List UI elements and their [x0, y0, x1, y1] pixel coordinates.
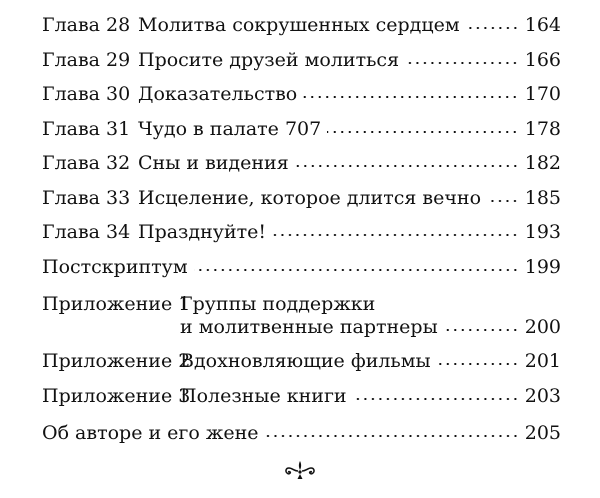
chapter-label: Глава 31 — [42, 117, 131, 140]
chapter-title: Празднуйте! — [138, 221, 267, 243]
page-number: 203 — [524, 384, 561, 407]
dot-leader — [353, 397, 519, 401]
toc-entry-chapter-32[interactable] — [42, 152, 561, 175]
appendix-title: Вдохновляющие фильмы — [180, 350, 431, 372]
about-title: Об авторе и его жене — [42, 421, 259, 444]
chapter-title: Доказательство — [138, 83, 298, 105]
dot-leader — [405, 61, 519, 65]
chapter-title: Просите друзей молиться — [138, 48, 400, 71]
page-number: 178 — [524, 117, 561, 140]
chapter-label: Глава 29 — [42, 48, 131, 71]
toc-entry-chapter-34[interactable] — [42, 221, 561, 244]
page-number: 193 — [524, 221, 561, 243]
dot-leader — [327, 130, 519, 134]
appendix-title-line1: Группы поддержки — [180, 292, 376, 315]
toc-entry-chapter-29[interactable] — [42, 49, 561, 72]
toc-entry-chapter-28[interactable] — [42, 14, 561, 37]
chapter-label: Глава 33 — [42, 186, 131, 209]
toc-entry-appendix-3[interactable] — [42, 385, 561, 408]
page-number: 205 — [524, 421, 561, 444]
dot-leader — [194, 268, 519, 272]
appendix-label: Приложение 2 — [42, 350, 191, 372]
dot-leader — [444, 328, 519, 332]
appendix-title: Полезные книги — [180, 384, 347, 407]
page-number: 164 — [524, 14, 561, 36]
toc-entry-chapter-31[interactable] — [42, 118, 561, 141]
page-number: 185 — [524, 186, 561, 209]
dot-leader — [265, 434, 519, 438]
chapter-title: Молитва сокрушенных сердцем — [138, 14, 460, 36]
appendix-title-line2-row — [180, 316, 561, 339]
toc-entry-chapter-30[interactable] — [42, 83, 561, 106]
chapter-title: Исцеление, которое длится вечно — [138, 186, 482, 209]
postscript-title: Постскриптум — [42, 255, 188, 278]
fleuron-ornament-icon — [280, 458, 320, 482]
ornament-divider — [0, 458, 600, 482]
page-number: 182 — [524, 152, 561, 174]
dot-leader — [295, 164, 519, 168]
table-of-contents — [42, 14, 561, 456]
chapter-title: Чудо в палате 707 — [138, 117, 322, 140]
dot-leader — [487, 199, 519, 203]
chapter-label: Глава 32 — [42, 152, 131, 174]
page-number: 201 — [524, 350, 561, 372]
appendix-title-block — [180, 293, 561, 339]
chapter-label: Глава 28 — [42, 14, 131, 36]
chapter-title: Сны и видения — [138, 152, 289, 174]
appendix-label: Приложение 3 — [42, 384, 191, 407]
toc-entry-appendix-2[interactable] — [42, 350, 561, 373]
toc-entry-appendix-1[interactable] — [42, 293, 561, 339]
page-number: 166 — [524, 48, 561, 71]
page-number: 200 — [524, 315, 561, 338]
page-number: 199 — [524, 255, 561, 278]
page-number: 170 — [524, 83, 561, 105]
dot-leader — [437, 362, 519, 366]
toc-entry-postscript[interactable] — [42, 256, 561, 279]
chapter-label: Глава 30 — [42, 83, 131, 105]
dot-leader — [272, 233, 519, 237]
appendix-label: Приложение 1 — [42, 292, 191, 315]
toc-entry-chapter-33[interactable] — [42, 187, 561, 210]
toc-entry-about-author[interactable] — [42, 422, 561, 445]
dot-leader — [466, 26, 519, 30]
appendix-title-line2: и молитвенные партнеры — [180, 315, 438, 338]
dot-leader — [303, 95, 518, 99]
chapter-label: Глава 34 — [42, 221, 131, 243]
